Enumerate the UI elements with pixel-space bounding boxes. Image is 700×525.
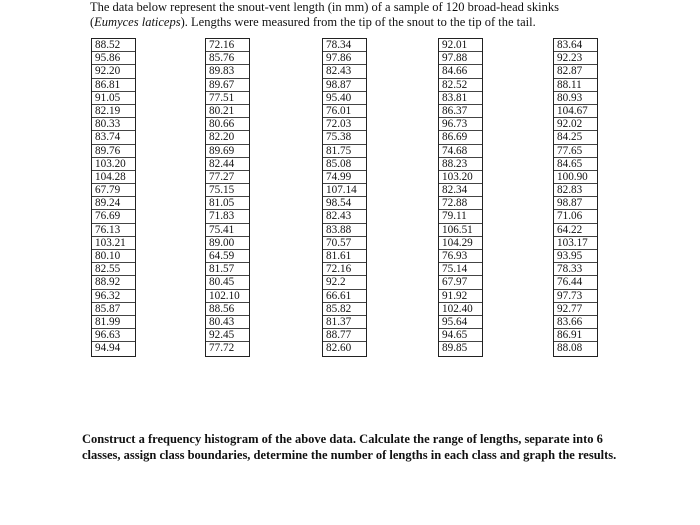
- data-cell: 95.86: [92, 52, 135, 65]
- data-cell: 106.51: [439, 224, 482, 237]
- data-cell: 104.67: [554, 105, 597, 118]
- data-cell: 71.83: [206, 210, 249, 223]
- data-cell: 77.72: [209, 342, 235, 355]
- data-cell: 88.52: [92, 39, 135, 52]
- data-cell: 64.22: [554, 224, 597, 237]
- data-cell: 81.37: [323, 316, 366, 329]
- data-cell: 78.33: [554, 263, 597, 276]
- data-cell: 72.16: [323, 263, 366, 276]
- data-cell: 83.88: [323, 224, 366, 237]
- data-cell: 89.24: [92, 197, 135, 210]
- data-cell: 76.69: [92, 210, 135, 223]
- data-cell: 92.23: [554, 52, 597, 65]
- data-column-1: [91, 38, 136, 357]
- data-cell: 92.01: [439, 39, 482, 52]
- data-cell: 88.56: [206, 303, 249, 316]
- intro-paragraph: [90, 0, 690, 30]
- data-cell: 81.05: [206, 197, 249, 210]
- data-cell: 82.44: [206, 158, 249, 171]
- intro-line-2-rest: ). Lengths were measured from the tip of the snout to the tip of the tail.: [180, 15, 536, 29]
- data-cell: 97.86: [323, 52, 366, 65]
- data-cell: 89.69: [206, 145, 249, 158]
- data-cell: 85.82: [323, 303, 366, 316]
- data-cell: 92.45: [206, 329, 249, 342]
- data-cell: 86.37: [439, 105, 482, 118]
- data-cell: 95.64: [439, 316, 482, 329]
- data-cell: 85.76: [206, 52, 249, 65]
- data-cell: 89.67: [206, 79, 249, 92]
- data-cell: 92.77: [554, 303, 597, 316]
- data-cell: 64.59: [206, 250, 249, 263]
- data-cell: 80.93: [554, 92, 597, 105]
- data-cell: 74.68: [439, 145, 482, 158]
- intro-line-1: The data below represent the snout-vent length (in mm) of a sample of 120 broad-head skinks: [90, 0, 559, 14]
- data-cell: 98.54: [323, 197, 366, 210]
- data-cell: 103.21: [92, 237, 135, 250]
- data-cell: 77.27: [206, 171, 249, 184]
- data-cell: 84.25: [554, 131, 597, 144]
- data-cell: 83.74: [92, 131, 135, 144]
- data-cell: 94.94: [95, 342, 121, 355]
- data-cell: 66.61: [323, 290, 366, 303]
- data-cell: 89.85: [442, 342, 468, 355]
- data-cell: 76.93: [439, 250, 482, 263]
- data-cell: 103.17: [554, 237, 597, 250]
- data-cell: 91.05: [92, 92, 135, 105]
- data-cell: 92.20: [92, 65, 135, 78]
- data-cell: 70.57: [323, 237, 366, 250]
- data-cell: 80.21: [206, 105, 249, 118]
- data-cell: 83.66: [554, 316, 597, 329]
- data-cell: 88.92: [92, 276, 135, 289]
- species-name: Eumyces laticeps: [94, 15, 181, 29]
- data-cell: 89.76: [92, 145, 135, 158]
- data-cell: 82.87: [554, 65, 597, 78]
- data-cell: 102.40: [439, 303, 482, 316]
- data-cell: 100.90: [554, 171, 597, 184]
- data-cell: 72.16: [206, 39, 249, 52]
- data-column-2: [205, 38, 250, 357]
- data-cell: 84.65: [554, 158, 597, 171]
- data-cell: 85.08: [323, 158, 366, 171]
- data-cell: 86.91: [554, 329, 597, 342]
- data-cell: 86.81: [92, 79, 135, 92]
- data-cell: 72.88: [439, 197, 482, 210]
- data-cell: 91.92: [439, 290, 482, 303]
- data-column-4: [438, 38, 483, 357]
- data-cell: 98.87: [554, 197, 597, 210]
- intro-line-2: [90, 15, 690, 30]
- data-cell: 78.34: [323, 39, 366, 52]
- data-cell: 96.73: [439, 118, 482, 131]
- data-cell: 83.64: [554, 39, 597, 52]
- data-cell: 82.43: [323, 210, 366, 223]
- data-cell: 81.99: [92, 316, 135, 329]
- data-cell: 107.14: [323, 184, 366, 197]
- data-cell: 76.44: [554, 276, 597, 289]
- intro-paren-open: (: [90, 15, 95, 29]
- data-cell: 103.20: [439, 171, 482, 184]
- data-cell: 75.14: [439, 263, 482, 276]
- data-cell: 92.02: [554, 118, 597, 131]
- data-cell: 103.20: [92, 158, 135, 171]
- data-cell: 95.40: [323, 92, 366, 105]
- data-cell: 67.79: [92, 184, 135, 197]
- data-cell: 76.01: [323, 105, 366, 118]
- data-cell: 81.57: [206, 263, 249, 276]
- data-column-5: [553, 38, 598, 357]
- data-cell: 82.19: [92, 105, 135, 118]
- data-cell: 98.87: [323, 79, 366, 92]
- data-cell: 94.65: [439, 329, 482, 342]
- data-cell: 84.66: [439, 65, 482, 78]
- data-cell: 96.32: [92, 290, 135, 303]
- data-cell: 88.77: [323, 329, 366, 342]
- data-cell: 79.11: [439, 210, 482, 223]
- data-cell: 82.55: [92, 263, 135, 276]
- data-cell: 96.63: [92, 329, 135, 342]
- data-cell: 83.81: [439, 92, 482, 105]
- data-cell: 75.38: [323, 131, 366, 144]
- data-cell: 80.45: [206, 276, 249, 289]
- data-cell: 82.43: [323, 65, 366, 78]
- data-cell: 75.41: [206, 224, 249, 237]
- data-cell: 80.66: [206, 118, 249, 131]
- data-cell: 104.28: [92, 171, 135, 184]
- data-cell: 85.87: [92, 303, 135, 316]
- data-cell: 81.61: [323, 250, 366, 263]
- data-cell: 82.20: [206, 131, 249, 144]
- data-cell: 88.08: [557, 342, 583, 355]
- data-cell: 97.88: [439, 52, 482, 65]
- question-text: Construct a frequency histogram of the above data. Calculate the range of lengths, separate into 6 classes, assign class boundaries, determine the number of lengths in each class and graph the results.: [82, 432, 617, 462]
- data-cell: 75.15: [206, 184, 249, 197]
- data-cell: 82.52: [439, 79, 482, 92]
- data-column-3: [322, 38, 367, 357]
- data-cell: 92.2: [323, 276, 366, 289]
- data-cell: 104.29: [439, 237, 482, 250]
- data-cell: 86.69: [439, 131, 482, 144]
- data-cell: 71.06: [554, 210, 597, 223]
- data-cell: 67.97: [439, 276, 482, 289]
- data-cell: 82.34: [439, 184, 482, 197]
- data-cell: 97.73: [554, 290, 597, 303]
- data-cell: 93.95: [554, 250, 597, 263]
- data-cell: 72.03: [323, 118, 366, 131]
- data-cell: 80.33: [92, 118, 135, 131]
- data-cell: 89.83: [206, 65, 249, 78]
- data-cell: 88.11: [554, 79, 597, 92]
- data-cell: 76.13: [92, 224, 135, 237]
- data-cell: 80.43: [206, 316, 249, 329]
- data-cell: 88.23: [439, 158, 482, 171]
- data-cell: 82.83: [554, 184, 597, 197]
- data-cell: 89.00: [206, 237, 249, 250]
- data-cell: 77.51: [206, 92, 249, 105]
- data-cell: 102.10: [206, 290, 249, 303]
- data-cell: 80.10: [92, 250, 135, 263]
- data-cell: 77.65: [554, 145, 597, 158]
- data-cell: 74.99: [323, 171, 366, 184]
- data-cell: 81.75: [323, 145, 366, 158]
- data-cell: 82.60: [326, 342, 352, 355]
